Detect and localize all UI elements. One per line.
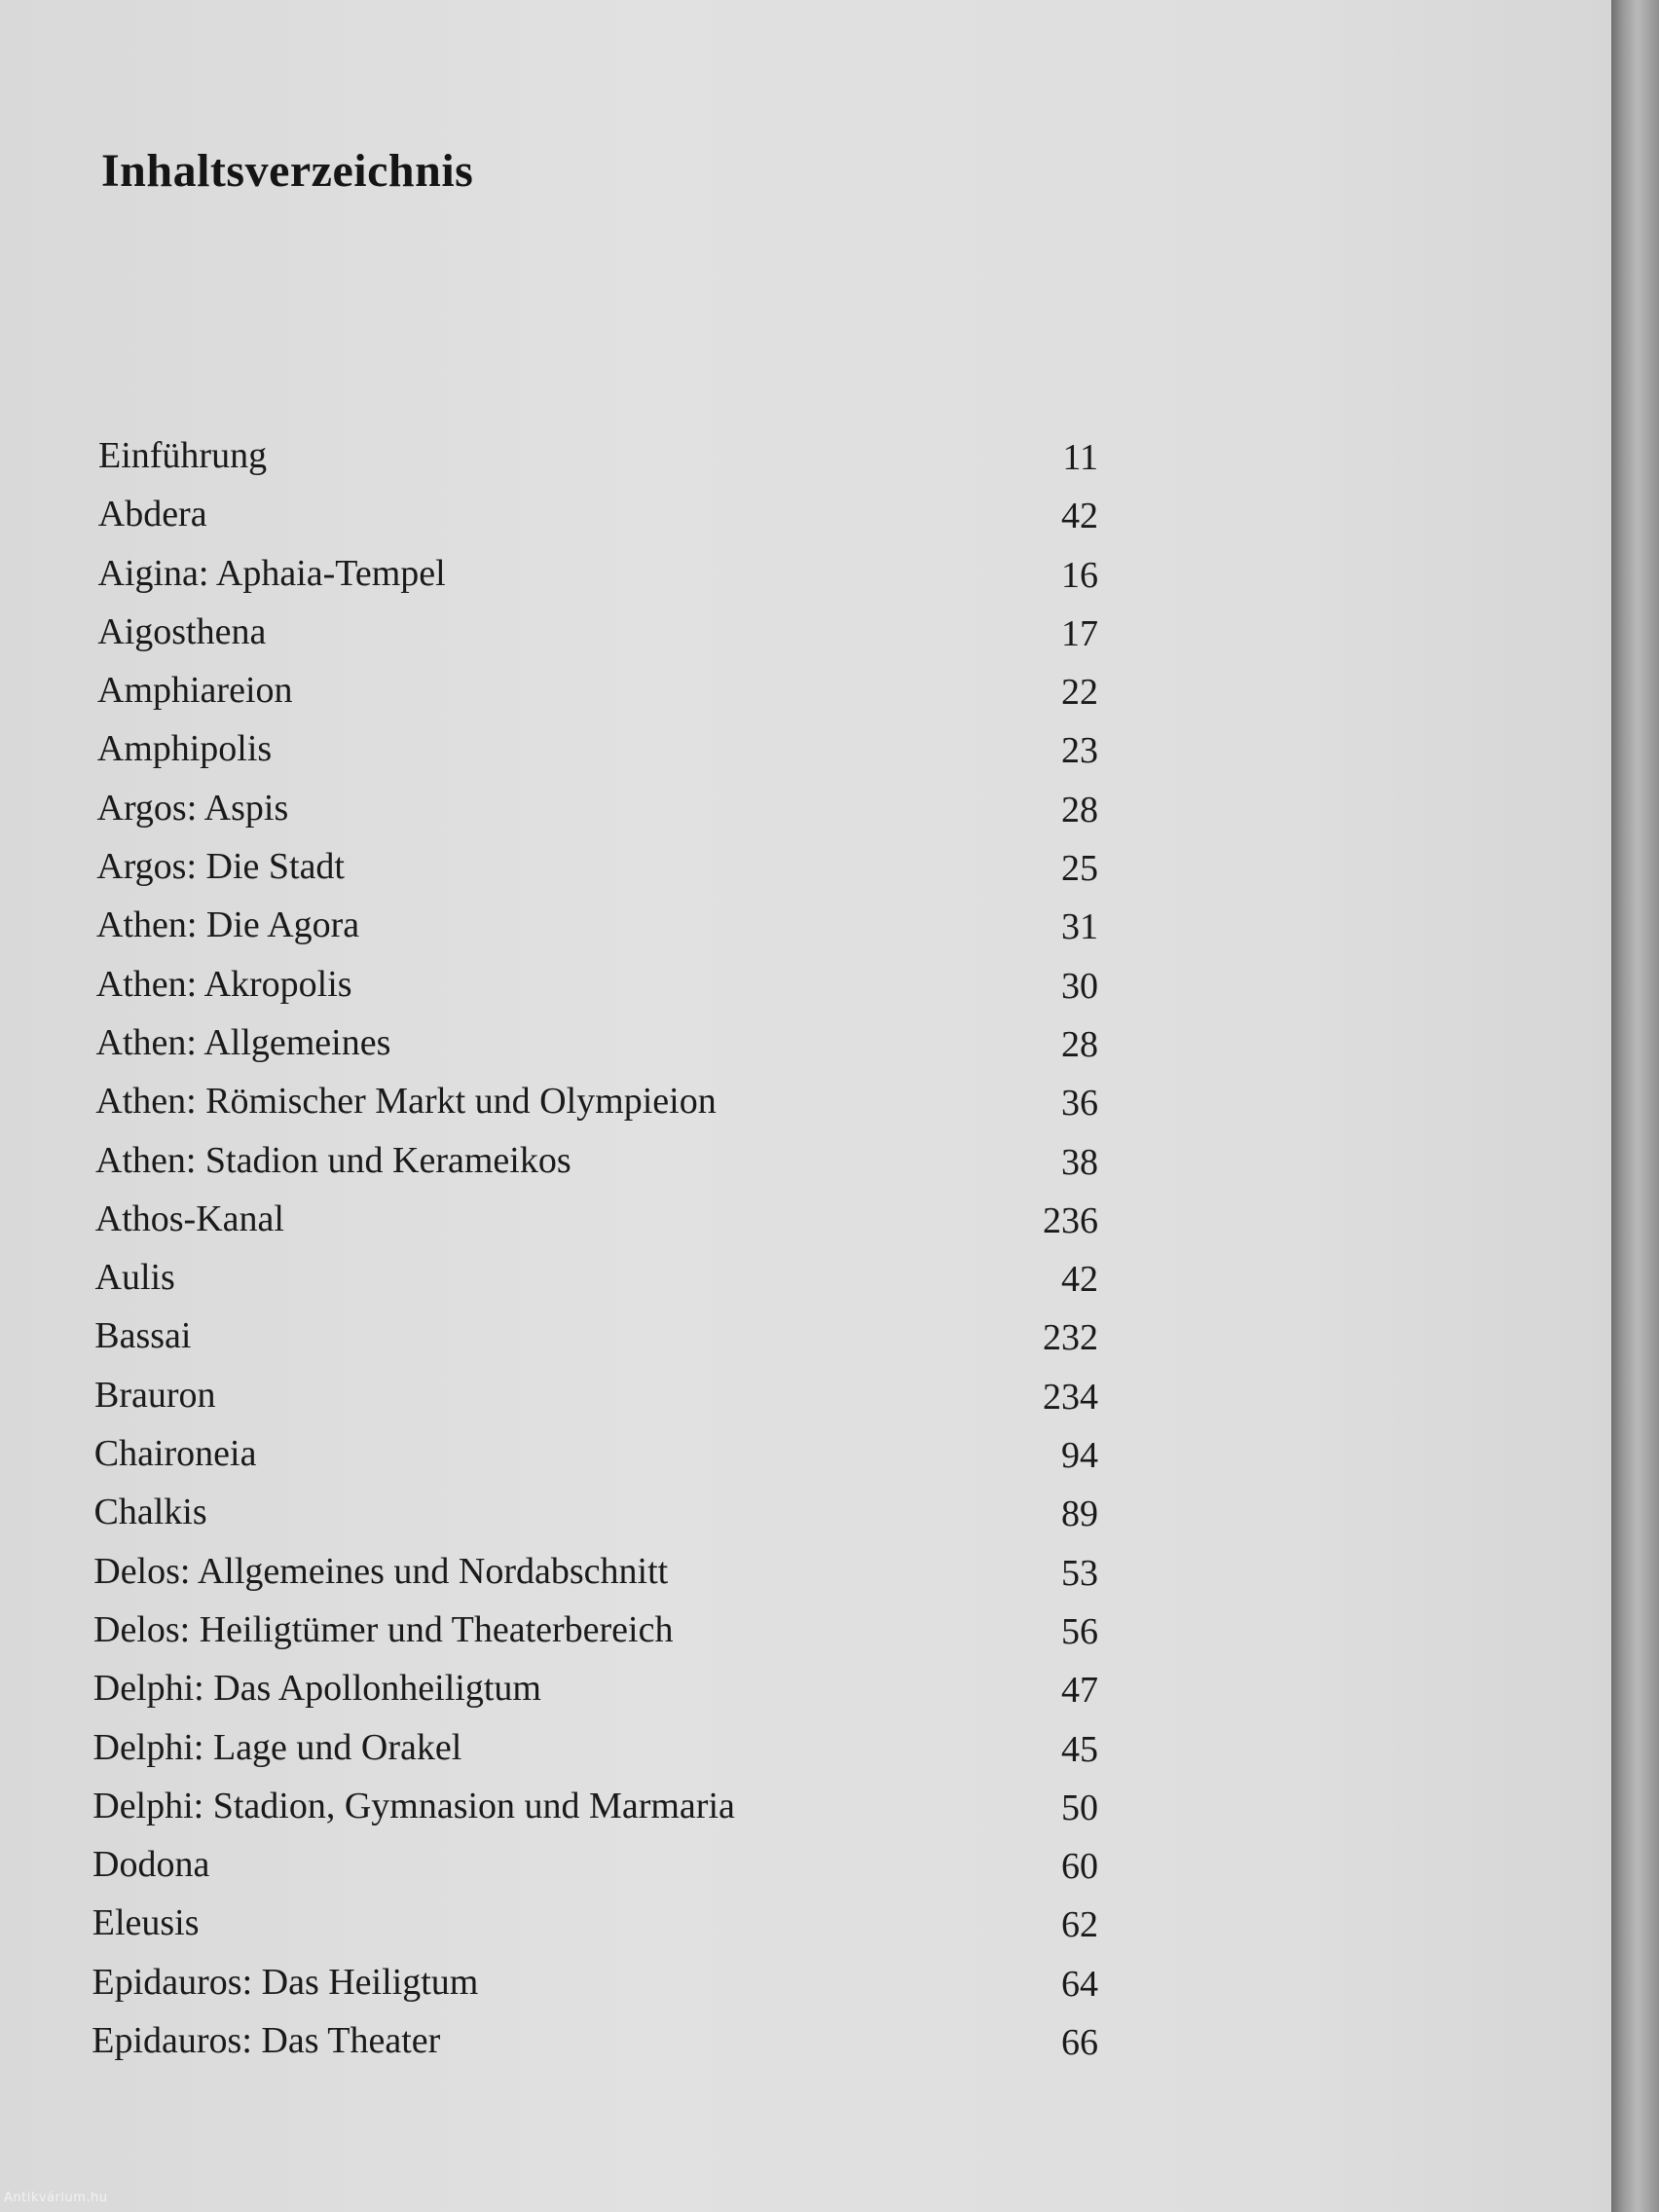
toc-entry-label: Epidauros: Das Theater [92,2020,441,2062]
toc-entry-page-number: 23 [1061,730,1098,772]
toc-entry-label: Abdera [97,494,207,535]
toc-entry [0,963,1149,1021]
toc-entry-label: Chalkis [93,1492,207,1533]
toc-entry [0,434,1149,493]
toc-entry-label: Delphi: Das Apollonheiligtum [92,1668,541,1710]
toc-entry-label: Delos: Heiligtümer und Theaterbereich [93,1608,674,1650]
toc-entry-page-number: 22 [1061,672,1098,714]
page-edge [1611,0,1659,2212]
toc-entry-label: Aulis [94,1257,175,1299]
toc-entry [0,552,1149,610]
toc-entry-page-number: 11 [1062,437,1098,478]
toc-entry [0,1608,1149,1667]
toc-entry-page-number: 232 [1043,1317,1098,1359]
toc-entry [0,2019,1149,2078]
toc-entry-page-number: 94 [1061,1435,1098,1477]
toc-entry [0,1080,1149,1138]
toc-entry-page-number: 62 [1061,1904,1098,1946]
toc-entry [0,1491,1149,1549]
toc-entry [0,1139,1149,1198]
toc-entry-page-number: 28 [1061,789,1098,830]
toc-entry-label: Athen: Allgemeines [95,1021,391,1063]
toc-entry-page-number: 64 [1061,1963,1098,2005]
toc-entry [0,1726,1149,1785]
toc-entry-page-number: 42 [1061,1259,1098,1301]
toc-entry-label: Brauron [94,1374,216,1416]
toc-entry-page-number: 236 [1043,1199,1098,1241]
toc-entry [0,1198,1149,1256]
toc-entry-page-number: 31 [1061,906,1098,948]
toc-entry [0,1667,1149,1725]
toc-entry [0,1961,1149,2019]
toc-entry [0,610,1149,669]
toc-entry [0,903,1149,962]
toc-entry-label: Chaironeia [93,1433,257,1475]
toc-entry-label: Argos: Aspis [96,787,289,829]
toc-entry-page-number: 17 [1061,612,1098,654]
toc-entry-page-number: 50 [1061,1787,1098,1828]
toc-entry-page-number: 56 [1061,1610,1098,1652]
toc-entry-label: Dodona [92,1844,210,1886]
toc-entry-page-number: 66 [1061,2022,1098,2064]
toc-entry-label: Delphi: Stadion, Gymnasion und Marmaria [92,1785,735,1826]
toc-entry-label: Athen: Akropolis [95,963,352,1005]
toc-entry [0,1550,1149,1608]
toc-entry-page-number: 30 [1061,965,1098,1007]
toc-entry-page-number: 42 [1061,496,1098,537]
toc-entry-label: Aigina: Aphaia-Tempel [97,552,446,594]
toc-entry-page-number: 45 [1061,1728,1098,1770]
toc-entry [0,1021,1149,1080]
toc-entry-page-number: 234 [1043,1376,1098,1418]
toc-entry-page-number: 53 [1061,1552,1098,1594]
toc-entry-page-number: 16 [1061,554,1098,596]
toc-entry-page-number: 28 [1061,1023,1098,1065]
toc-entry [0,1843,1149,1901]
toc-entry-page-number: 25 [1061,848,1098,890]
toc-entry [0,1785,1149,1843]
toc-entry [0,1314,1149,1373]
table-of-contents [0,434,1149,2078]
page-title: Inhaltsverzeichnis [101,145,474,197]
toc-entry [0,1432,1149,1491]
toc-entry [0,669,1149,727]
toc-entry [0,727,1149,786]
toc-entry-label: Athos-Kanal [94,1198,284,1239]
toc-entry-label: Amphiareion [97,670,293,712]
watermark: Antikvárium.hu [4,2191,108,2205]
toc-entry-page-number: 47 [1061,1670,1098,1712]
toc-entry-label: Eleusis [92,1902,200,1944]
toc-entry [0,845,1149,903]
toc-entry-label: Argos: Die Stadt [96,846,345,888]
toc-entry-page-number: 89 [1061,1493,1098,1535]
toc-entry-label: Epidauros: Das Heiligtum [92,1961,479,2003]
toc-entry-label: Athen: Die Agora [96,904,360,946]
toc-entry-label: Delos: Allgemeines und Nordabschnitt [93,1550,669,1592]
toc-entry-page-number: 60 [1061,1846,1098,1888]
toc-entry [0,787,1149,845]
toc-entry-page-number: 38 [1061,1141,1098,1183]
toc-entry-label: Amphipolis [96,728,273,770]
toc-entry-label: Bassai [94,1315,192,1357]
toc-entry-page-number: 36 [1061,1083,1098,1124]
toc-entry [0,493,1149,551]
toc-entry-label: Aigosthena [97,610,267,652]
toc-entry [0,1901,1149,1960]
toc-entry-label: Athen: Stadion und Kerameikos [95,1139,571,1181]
toc-entry [0,1374,1149,1432]
toc-entry-label: Delphi: Lage und Orakel [92,1726,462,1768]
toc-entry [0,1256,1149,1314]
toc-entry-label: Athen: Römischer Markt und Olympieion [95,1081,717,1123]
toc-entry-label: Einführung [98,435,268,476]
